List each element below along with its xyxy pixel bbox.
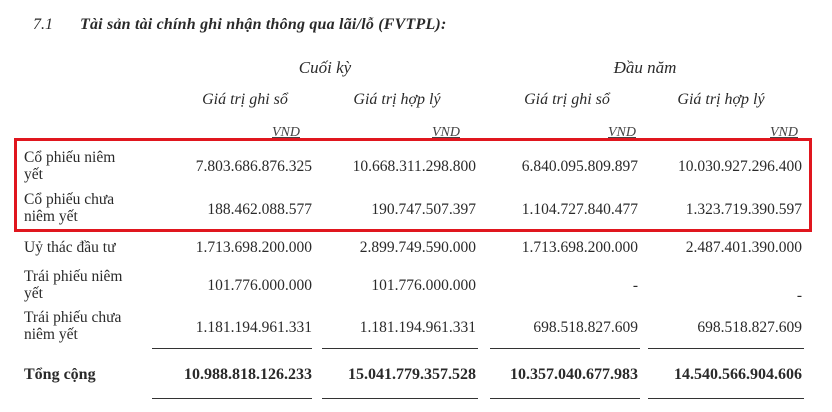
unit-label: VND (272, 125, 300, 140)
table-cell: 188.462.088.577 (207, 201, 312, 218)
table-cell: 2.487.401.390.000 (685, 239, 802, 256)
table-cell: 1.104.727.840.477 (521, 201, 638, 218)
table-cell: 10.030.927.296.400 (678, 158, 802, 175)
table-cell: 6.840.095.809.897 (521, 158, 638, 175)
table-cell: 1.713.698.200.000 (521, 239, 638, 256)
row-label: Uỷ thác đầu tư (24, 239, 116, 256)
total-cell: 15.041.779.357.528 (348, 366, 476, 383)
sum-rule (322, 348, 478, 349)
table-cell: 1.181.194.961.331 (359, 319, 476, 336)
total-label: Tổng cộng (24, 366, 96, 383)
section-number: 7.1 (33, 16, 53, 33)
column-header: Giá trị hợp lý (353, 91, 441, 108)
unit-label: VND (608, 125, 636, 140)
table-cell: 7.803.686.876.325 (195, 158, 312, 175)
total-rule (322, 398, 478, 399)
total-cell: 10.357.040.677.983 (510, 366, 638, 383)
row-label: Trái phiếu chưa niêm yết (24, 309, 122, 343)
row-label: Trái phiếu niêm yết (24, 268, 123, 302)
table-cell: 2.899.749.590.000 (359, 239, 476, 256)
table-cell: - (796, 287, 802, 304)
unit-label: VND (770, 125, 798, 140)
total-rule (648, 398, 804, 399)
sum-rule (152, 348, 312, 349)
total-cell: 10.988.818.126.233 (184, 366, 312, 383)
table-cell: 10.668.311.298.800 (352, 158, 476, 175)
group-header-start-year: Đầu năm (613, 58, 677, 77)
total-rule (152, 398, 312, 399)
sum-rule (490, 348, 640, 349)
row-label: Cổ phiếu niêm yết (24, 149, 116, 183)
table-cell: 1.323.719.390.597 (685, 201, 802, 218)
table-cell: 101.776.000.000 (207, 277, 312, 294)
sum-rule (648, 348, 804, 349)
table-cell: 190.747.507.397 (371, 201, 476, 218)
unit-label: VND (432, 125, 460, 140)
group-header-end-period: Cuối kỳ (298, 58, 352, 77)
column-header: Giá trị ghi sổ (202, 91, 288, 108)
row-label: Cổ phiếu chưa niêm yết (24, 191, 115, 225)
total-cell: 14.540.566.904.606 (674, 366, 802, 383)
highlight-box (14, 138, 812, 232)
table-cell: 698.518.827.609 (697, 319, 802, 336)
column-header: Giá trị ghi sổ (524, 91, 610, 108)
total-rule (490, 398, 640, 399)
table-cell: 1.713.698.200.000 (195, 239, 312, 256)
section-title: Tài sản tài chính ghi nhận thông qua lãi/lỗ (FVTPL): (80, 16, 447, 33)
table-cell: 698.518.827.609 (533, 319, 638, 336)
column-header: Giá trị hợp lý (677, 91, 765, 108)
table-cell: 101.776.000.000 (371, 277, 476, 294)
table-cell: 1.181.194.961.331 (195, 319, 312, 336)
table-cell: - (632, 277, 638, 294)
